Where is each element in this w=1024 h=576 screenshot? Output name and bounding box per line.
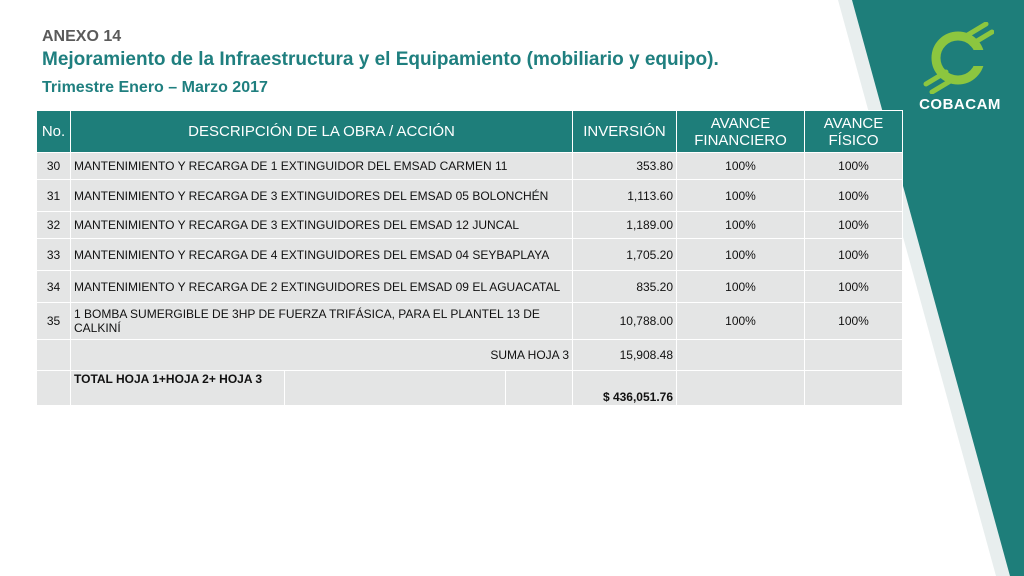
total-row <box>37 371 903 406</box>
row-description: MANTENIMIENTO Y RECARGA DE 3 EXTINGUIDORES DEL EMSAD 05 BOLONCHÉN <box>71 180 573 212</box>
empty-cell <box>805 371 903 406</box>
table-row <box>37 180 903 212</box>
total-value: $ 436,051.76 <box>573 371 677 406</box>
row-financial: 100% <box>677 212 805 239</box>
row-no: 35 <box>37 303 71 340</box>
row-investment: 353.80 <box>573 153 677 180</box>
row-financial: 100% <box>677 271 805 303</box>
header-financial: AVANCE FINANCIERO <box>677 111 805 153</box>
table-row <box>37 239 903 271</box>
row-description: MANTENIMIENTO Y RECARGA DE 3 EXTINGUIDORES DEL EMSAD 12 JUNCAL <box>71 212 573 239</box>
table-row <box>37 303 903 340</box>
header-no: No. <box>37 111 71 153</box>
table-header-row <box>37 111 903 153</box>
empty-cell <box>677 371 805 406</box>
row-no: 31 <box>37 180 71 212</box>
sum-value: 15,908.48 <box>573 340 677 371</box>
row-description: MANTENIMIENTO Y RECARGA DE 2 EXTINGUIDORES DEL EMSAD 09 EL AGUACATAL <box>71 271 573 303</box>
row-description: MANTENIMIENTO Y RECARGA DE 1 EXTINGUIDOR DEL EMSAD CARMEN 11 <box>71 153 573 180</box>
total-label: TOTAL HOJA 1+HOJA 2+ HOJA 3 <box>71 371 285 406</box>
row-financial: 100% <box>677 303 805 340</box>
row-investment: 1,189.00 <box>573 212 677 239</box>
row-investment: 10,788.00 <box>573 303 677 340</box>
page-title: Mejoramiento de la Infraestructura y el Equipamiento (mobiliario y equipo). <box>42 49 719 70</box>
row-description: MANTENIMIENTO Y RECARGA DE 4 EXTINGUIDORES DEL EMSAD 04 SEYBAPLAYA <box>71 239 573 271</box>
logo-text: COBACAM <box>919 96 1001 113</box>
header-description: DESCRIPCIÓN DE LA OBRA / ACCIÓN <box>71 111 573 153</box>
row-physical: 100% <box>805 212 903 239</box>
sum-row <box>37 340 903 371</box>
row-no: 33 <box>37 239 71 271</box>
table-row <box>37 271 903 303</box>
row-investment: 1,113.60 <box>573 180 677 212</box>
empty-cell <box>285 371 573 406</box>
row-investment: 1,705.20 <box>573 239 677 271</box>
empty-cell <box>37 340 71 371</box>
page-header <box>42 28 719 98</box>
annex-label: ANEXO 14 <box>42 28 122 45</box>
row-financial: 100% <box>677 153 805 180</box>
empty-cell <box>805 340 903 371</box>
header-physical: AVANCE FÍSICO <box>805 111 903 153</box>
row-physical: 100% <box>805 303 903 340</box>
row-physical: 100% <box>805 239 903 271</box>
empty-cell <box>677 340 805 371</box>
row-no: 32 <box>37 212 71 239</box>
row-physical: 100% <box>805 180 903 212</box>
cobacam-logo-icon <box>922 22 994 94</box>
sum-label: SUMA HOJA 3 <box>71 340 573 371</box>
empty-cell <box>37 371 71 406</box>
row-description: 1 BOMBA SUMERGIBLE DE 3HP DE FUERZA TRIFÁSICA, PARA EL PLANTEL 13 DE CALKINÍ <box>71 303 573 340</box>
table-row <box>37 153 903 180</box>
row-physical: 100% <box>805 153 903 180</box>
header-investment: INVERSIÓN <box>573 111 677 153</box>
row-investment: 835.20 <box>573 271 677 303</box>
row-no: 34 <box>37 271 71 303</box>
table-row <box>37 212 903 239</box>
row-financial: 100% <box>677 239 805 271</box>
page-subtitle: Trimestre Enero – Marzo 2017 <box>42 79 268 96</box>
investment-table <box>36 110 903 406</box>
row-financial: 100% <box>677 180 805 212</box>
row-physical: 100% <box>805 271 903 303</box>
row-no: 30 <box>37 153 71 180</box>
